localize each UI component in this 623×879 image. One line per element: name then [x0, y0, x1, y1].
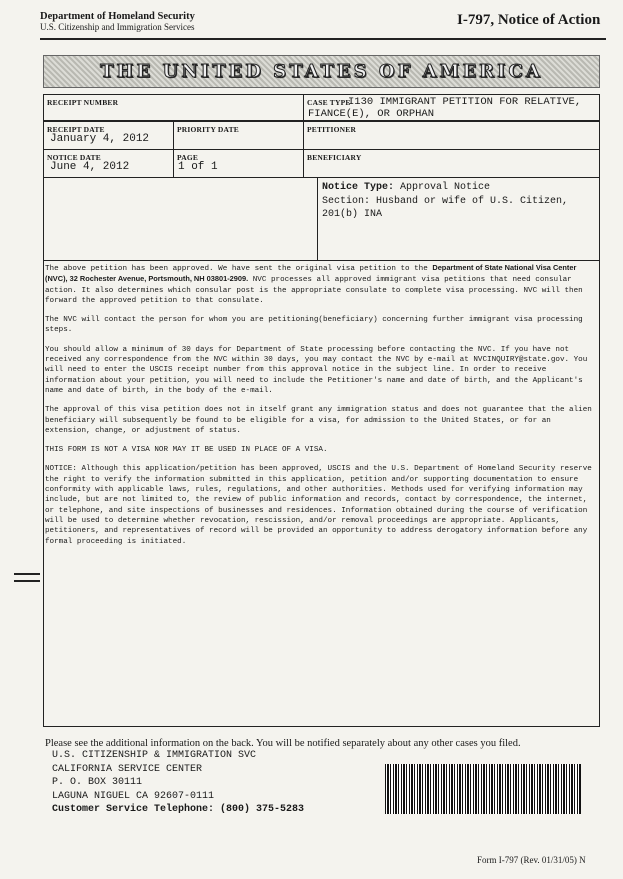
priority-date-label: PRIORITY DATE — [177, 125, 239, 134]
fold-mark — [14, 580, 40, 582]
case-type-label: CASE TYPE — [307, 98, 351, 107]
phone-label: Customer Service Telephone: — [52, 804, 215, 815]
section-line-1: Section: Husband or wife of U.S. Citizen, — [322, 196, 569, 207]
notice-body — [45, 263, 598, 556]
notice-date-label: NOTICE DATE — [47, 153, 101, 162]
form-title: I-797, Notice of Action — [457, 12, 601, 28]
agency-name: Department of Homeland Security — [40, 11, 195, 22]
section-line-2: 201(b) INA — [322, 209, 383, 220]
addressee-cell — [43, 177, 318, 261]
p1-text-b: NVC processes all approved immigrant visa petitions that need consular action. It also determines which consular post is the appropriate consulate to complete visa processing. NVC will then forward the approved petition to that consulate. — [45, 276, 583, 305]
petitioner-label: PETITIONER — [307, 125, 357, 134]
receipt-date-label: RECEIPT DATE — [47, 125, 105, 134]
case-type-value-1: I130 IMMIGRANT PETITION FOR RELATIVE, — [348, 96, 582, 108]
page-value: 1 of 1 — [178, 161, 218, 173]
return-address-3: P. O. BOX 30111 — [52, 777, 143, 788]
paragraph-not-visa: THIS FORM IS NOT A VISA NOR MAY IT BE USED IN PLACE OF A VISA. — [45, 446, 328, 455]
return-address-2: CALIFORNIA SERVICE CENTER — [52, 764, 203, 775]
notice-type-line — [322, 182, 490, 193]
notice-type-cell — [317, 177, 600, 261]
nvc-address: Department of State National Visa Center (NVC), 32 Rochester Avenue, Portsmouth, NH 03801-2909. — [45, 263, 577, 284]
banner-text: THE UNITED STATES OF AMERICA — [100, 61, 543, 82]
case-type-value-2: FIANCE(E), OR ORPHAN — [308, 108, 435, 120]
receipt-number-label: RECEIPT NUMBER — [47, 98, 119, 107]
usa-banner — [43, 55, 600, 88]
paragraph-notice: NOTICE: Although this application/petition has been approved, USCIS and the U.S. Department of Homeland Security reserve the right to verify the information submitted in this application, petition and/or supporting documentation to ensure conformity with applicable laws, rules, regulations, and other authorities. Methods used for verifying information may include, but are not limited to, the review of public information and records, contact by correspondence, the internet, or telephone, and site inspections of businesses and residences. Information obtained during the course of verification will be used to determine whether revocation, rescission, and/or removal proceedings are appropriate. Applicants, petitioners, and representatives of record will be provided an opportunity to address derogatory information before any formal proceeding is initiated. — [45, 465, 592, 546]
paragraph-approved — [45, 263, 598, 306]
receipt-date-value: January 4, 2012 — [50, 133, 150, 145]
notice-type-value: Approval Notice — [400, 182, 491, 193]
p1-text-a: The above petition has been approved. We have sent the original visa petition to the — [45, 265, 428, 273]
receipt-number-cell — [43, 94, 304, 121]
notice-type-label: Notice Type: — [322, 182, 395, 193]
page-label: PAGE — [177, 153, 199, 162]
sub-agency-name: U.S. Citizenship and Immigration Services — [40, 22, 195, 32]
petitioner-cell — [303, 121, 600, 150]
beneficiary-cell — [303, 149, 600, 178]
header-rule — [40, 38, 606, 40]
page-cell — [173, 149, 304, 178]
case-type-cell — [303, 94, 600, 121]
return-address-1: U.S. CITIZENSHIP & IMMIGRATION SVC — [52, 750, 257, 761]
fold-mark — [14, 573, 40, 575]
priority-date-cell — [173, 121, 304, 150]
return-address-4: LAGUNA NIGUEL CA 92607-0111 — [52, 791, 215, 802]
paragraph-processing: You should allow a minimum of 30 days for Department of State processing before contacting the NVC. If you have not received any correspondence from the NVC within 30 days, you may contact the NVC by e-mail at NVCINQUIRY@state.gov. You will need to enter the USCIS receipt number from this approval notice in the subject line. In order to receive information about your petition, you will need to include the Petitioner's name and date of birth, and the Applicant's name and date of birth, in the body of the e-mail. — [45, 345, 588, 395]
see-back-note: Please see the additional information on the back. You will be notified separately about any other cases you filed. — [45, 738, 521, 749]
receipt-date-cell — [43, 121, 174, 150]
beneficiary-label: BENEFICIARY — [307, 153, 362, 162]
notice-date-cell — [43, 149, 174, 178]
paragraph-nvc-contact: The NVC will contact the person for whom you are petitioning(beneficiary) concerning further immigrant visa processing steps. — [45, 316, 583, 335]
notice-date-value: June 4, 2012 — [50, 161, 130, 173]
paragraph-approval-status: The approval of this visa petition does not in itself grant any immigration status and does not guarantee that the alien beneficiary will subsequently be found to be eligible for a visa, for admission to the United States, or for an extension, change, or adjustment of status. — [45, 406, 592, 435]
form-number: Form I-797 (Rev. 01/31/05) N — [477, 855, 586, 865]
customer-service-line — [52, 804, 304, 815]
phone-value: (800) 375-5283 — [220, 804, 305, 815]
barcode — [385, 764, 581, 814]
